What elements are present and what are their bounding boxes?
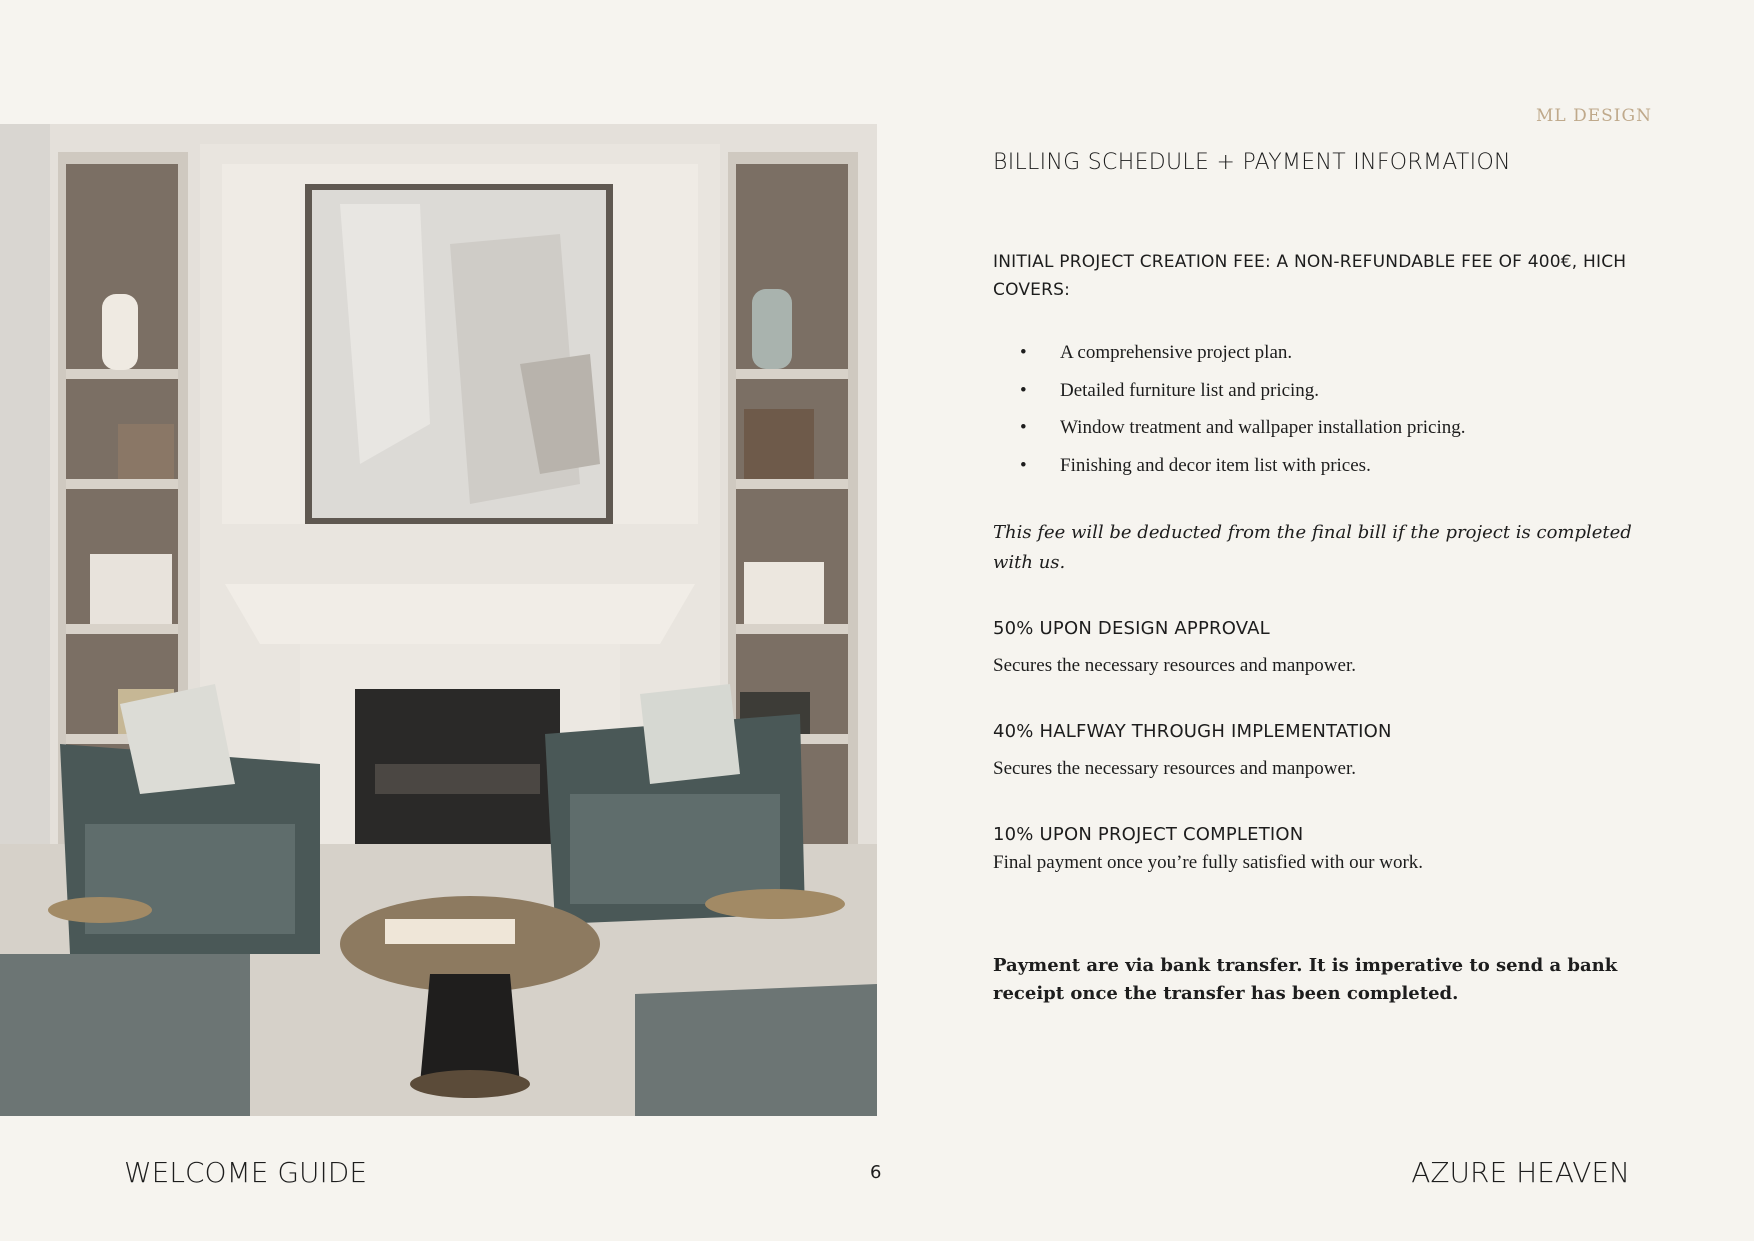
- stage-title-design-approval: 50% UPON DESIGN APPROVAL: [993, 618, 1270, 639]
- page-number: 6: [870, 1162, 882, 1183]
- list-item: [1020, 455, 1466, 493]
- bullet-icon: •: [1020, 454, 1027, 476]
- brand-logo: ML DESIGN: [1536, 106, 1652, 126]
- footer-project-name: AZURE HEAVEN: [1411, 1156, 1630, 1189]
- initial-fee-heading: INITIAL PROJECT CREATION FEE: A NON-REFUNDABLE FEE OF 400€, HICH COVERS:: [993, 252, 1627, 300]
- bullet-icon: •: [1020, 379, 1027, 401]
- list-item-text: Finishing and decor item list with prices.: [1060, 454, 1371, 476]
- living-room-image: [0, 124, 877, 1116]
- covers-list: [1020, 342, 1466, 492]
- stage-title-completion: 10% UPON PROJECT COMPLETION: [993, 824, 1304, 845]
- list-item: [1020, 380, 1466, 418]
- list-item-text: Detailed furniture list and pricing.: [1060, 379, 1320, 401]
- section-title: BILLING SCHEDULE + PAYMENT INFORMATION: [993, 150, 1511, 175]
- stage-title-halfway: 40% HALFWAY THROUGH IMPLEMENTATION: [993, 721, 1392, 742]
- list-item-text: Window treatment and wallpaper installation pricing.: [1060, 417, 1466, 438]
- list-item: [1020, 342, 1466, 380]
- payment-note: Payment are via bank transfer. It is imperative to send a bank receipt once the transfer has been completed.: [993, 955, 1618, 1004]
- footer-guide-title: WELCOME GUIDE: [124, 1156, 368, 1189]
- list-item-text: A comprehensive project plan.: [1060, 342, 1293, 363]
- stage-description-completion: Final payment once you’re fully satisfied with our work.: [993, 852, 1424, 873]
- bullet-icon: •: [1020, 417, 1027, 438]
- stage-description-design-approval: Secures the necessary resources and manpower.: [993, 655, 1356, 676]
- interior-photo: [0, 124, 877, 1116]
- fee-note: This fee will be deducted from the final bill if the project is completed with us.: [993, 522, 1632, 573]
- stage-description-halfway: Secures the necessary resources and manpower.: [993, 758, 1356, 779]
- list-item: [1020, 417, 1466, 455]
- bullet-icon: •: [1020, 342, 1027, 363]
